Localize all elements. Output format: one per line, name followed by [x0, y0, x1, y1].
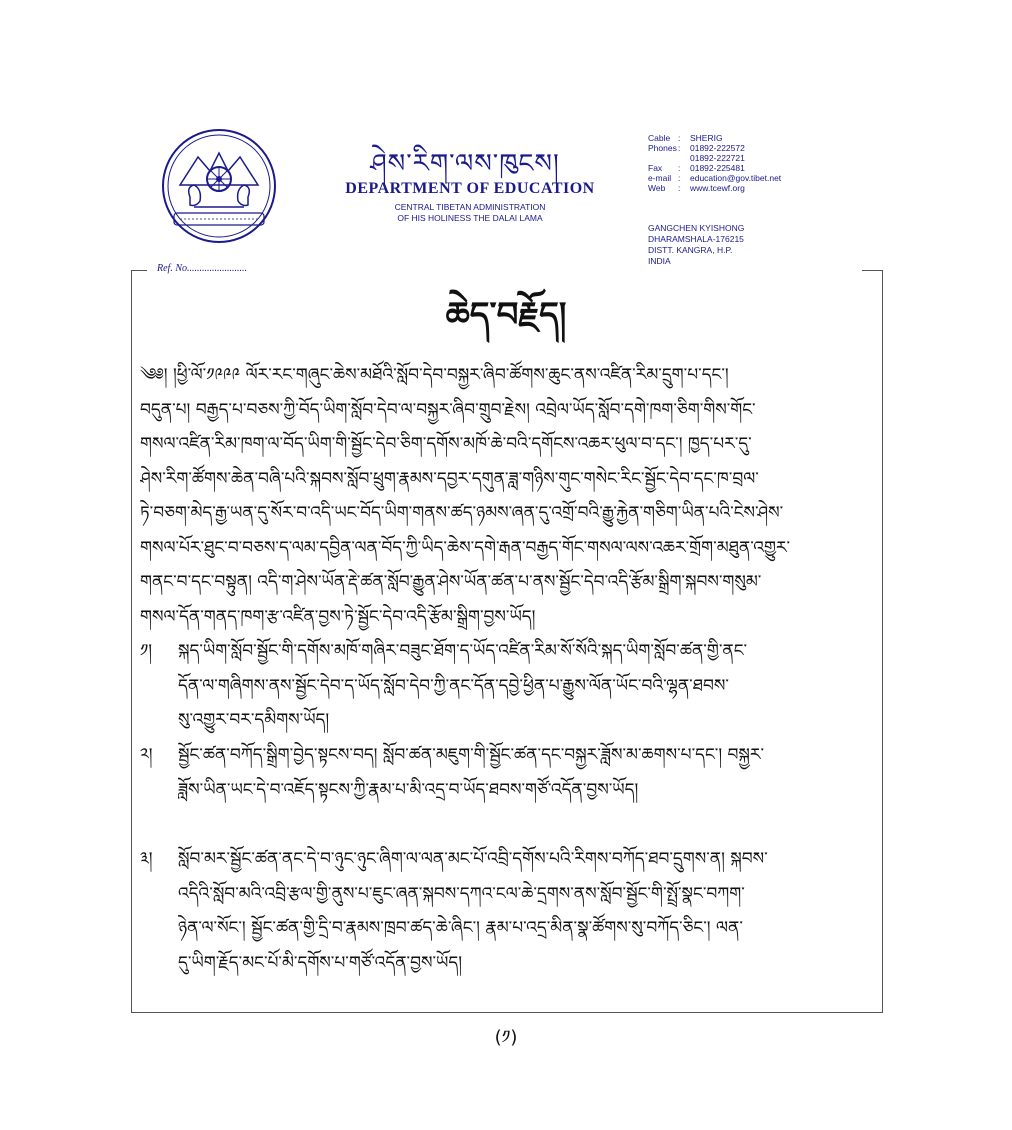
paragraph-line: ཤེས་རིག་ཚོགས་ཆེན་བཞི་པའི་སྐབས་སློབ་ཕྲུག་རྣམས་དབྱར་དགུན་ཟླ་གཉིས་གུང་གསེང་རིང་སྦྱོང་དེབ་དང་ཁ་བྲལ་ — [140, 468, 759, 489]
department-subtitle-2: OF HIS HOLINESS THE DALAI LAMA — [397, 213, 543, 223]
paragraph-line: གསལ་དོན་གནད་ཁག་རྩ་འཛིན་བྱས་ཏེ་སྦྱོང་དེབ་འདི་རྩོམ་སྒྲིག་བྱས་ཡོད། — [140, 606, 536, 627]
contact-label: Phones — [648, 143, 677, 153]
contact-row: Fax : 01892-225481 — [648, 163, 745, 173]
address-line: GANGCHEN KYISHONG — [648, 223, 745, 233]
contact-value: www.tcewf.org — [690, 183, 745, 193]
contact-row — [648, 153, 888, 163]
item-line: ཟློས་ཡིན་ཡང་དེ་བ་འཇོད་སྟངས་ཀྱི་རྣམ་པ་མི་འདྲ་བ་ཡོད་ཐབས་གཙོ་འདོན་བྱས་ཡོད། — [178, 779, 639, 800]
tibetan-department-title: ཤེས་རིག་ལས་ཁུངས། — [370, 149, 560, 179]
department-subtitle-1: CENTRAL TIBETAN ADMINISTRATION — [394, 202, 546, 212]
contact-value: 01892-222572 — [690, 143, 745, 153]
frame-top-right — [862, 270, 882, 271]
contact-value: 01892-222721 — [690, 153, 745, 163]
address-line: INDIA — [648, 256, 671, 266]
item-number: ༣། — [140, 849, 153, 869]
item-line: དོན་ལ་གཞིགས་ནས་སྦྱོང་དེབ་ད་ཡོད་སློབ་དེབ་ཀྱི་ནང་དོན་དབྱེ་ཕྱིན་པ་རྒྱུས་ལོན་ཡོང་བའི་ལྷན་ཐབས་ — [178, 675, 729, 696]
contact-label: e-mail — [648, 173, 672, 183]
item-line: སྦྱོང་ཚན་བཀོད་སྒྲིག་བྱེད་སྟངས་བད། སློབ་ཚན་མཇུག་གི་སྦྱོང་ཚན་དང་བསྐྱར་ཟློས་མ་ཆགས་པ་དང་། བསྐྱར་ — [178, 745, 765, 765]
item-number: ༢། — [140, 745, 153, 765]
paragraph-line: ཏེ་བཅག་མེད་རྒྱ་ཡན་དུ་སོར་བ་འདི་ཡང་བོད་ཡིག་གནས་ཚད་ཉམས་ཞན་དུ་འགྲོ་བའི་རྒྱུ་རྐྱེན་གཅིག་ཡིན་པའི་ངེས་ཤེས་ — [140, 503, 784, 523]
contact-block — [648, 133, 888, 193]
item-line: སློབ་མར་སྦྱོང་ཚན་ནང་དེ་བ་ཉུང་ཉུང་ཞིག་ལ་ལན་མང་པོ་འབྲི་དགོས་པའི་རིགས་བཀོད་ཐབ་དྲུགས་ན། སྐབས་ — [178, 849, 768, 869]
contact-row: Phones : 01892-222572 — [648, 143, 745, 153]
address-line: DISTT. KANGRA, H.P. — [648, 245, 733, 255]
contact-value: education@gov.tibet.net — [690, 173, 782, 183]
address-line: DHARAMSHALA-176215 — [648, 234, 744, 244]
contact-label — [648, 153, 678, 163]
contact-label: Cable — [648, 133, 671, 143]
item-line: དུ་ཡིག་རྗོད་མང་པོ་མི་དགོས་པ་གཙོ་འདོན་བྱས་ཡོད། — [178, 952, 463, 973]
paragraph-line: གསལ་འཛིན་རིམ་ཁག་ལ་བོད་ཡིག་གི་སྦྱོང་དེབ་ཅིག་དགོས་མཁོ་ཆེ་བའི་དགོངས་འཆར་ཕུལ་བ་དང་། ཁྱད་པར་དུ་ — [140, 434, 752, 454]
contact-row: Cable : SHERIG — [648, 133, 723, 143]
contact-label: Fax — [648, 163, 663, 173]
frame-top-left — [131, 270, 147, 271]
item-line: ཉེན་ལ་སོང་། སྦྱོང་ཚན་གྱི་དྲི་བ་རྣམས་ཁྲབ་ཚད་ཆེ་ཞིང་། རྣམ་པ་འདྲ་མིན་སྣ་ཚོགས་སུ་བཀོད་ཅིང་། ལན་ — [178, 918, 743, 938]
paragraph-line: གནང་བ་དང་བསྟུན། འདི་ག་ཤེས་ཡོན་རྡེ་ཚན་སློབ་རྒྱུན་ཤེས་ཡོན་ཚན་པ་ནས་སྦྱོང་དེབ་འདི་རྩོམ་སྒྲིག་སྐབས་གསུམ་ — [140, 572, 762, 592]
reference-number: Ref. No........................ — [157, 263, 247, 274]
contact-row: e-mail : education@gov.tibet.net — [648, 173, 782, 183]
paragraph-line: ༄༅། །ཕྱི་ལོ་༡༩༩༩ ལོར་རང་གཞུང་ཆེས་མཐོའི་སློབ་དེབ་བསྐྱར་ཞིབ་ཚོགས་ཆུང་ནས་འཛིན་རིམ་དྲུག་པ་དང་། — [140, 365, 729, 385]
address-block — [648, 223, 888, 267]
page-number: (༡) — [494, 1027, 518, 1048]
department-name: DEPARTMENT OF EDUCATION — [345, 180, 595, 197]
item-line: འདིའི་སློབ་མའི་འབྲི་རྩལ་གྱི་ནུས་པ་ཇུང་ཞན་སྐབས་དཀའ་ངལ་ཆེ་དྲགས་ནས་སློབ་སྦྱོང་གི་སྤྲོ་སྣང་བཀག་ — [178, 883, 745, 904]
contact-value: 01892-225481 — [690, 163, 745, 173]
paragraph-line: གསལ་པོར་ཐུང་བ་བཅས་ད་ལམ་དབྱིན་ལན་བོད་ཀྱི་ཡིད་ཆེས་དགེ་རྒན་བརྒྱད་གོང་གསལ་ལས་འཆར་གྲོག་མཐུན་འགྱུར་ — [140, 537, 791, 558]
contact-value: SHERIG — [690, 133, 723, 143]
contact-label: Web — [648, 183, 666, 193]
item-number: ༡། — [140, 641, 153, 661]
contact-row: Web : www.tcewf.org — [648, 183, 745, 193]
document-title: ཆེད་བརྗོད། — [445, 295, 567, 335]
paragraph-line: བདུན་པ། བརྒྱད་པ་བཅས་ཀྱི་བོད་ཡིག་སློབ་དེབ་ལ་བསྐྱར་ཞིབ་གྲུབ་རྗེས། འབྲེལ་ཡོད་སློབ་དགེ་ཁག་ཅིག་གིས་གོང་ — [140, 399, 756, 420]
cta-emblem-icon — [160, 127, 278, 245]
item-line: སུ་འགྱུར་བར་དམིགས་ཡོད། — [178, 710, 330, 730]
intro-paragraph — [140, 358, 880, 634]
item-line: སྐད་ཡིག་སློབ་སྦྱོང་གི་དགོས་མཁོ་གཞིར་བཟུང་ཐོག་ད་ཡོད་འཛིན་རིམ་སོ་སོའི་སྐད་ཡིག་སློབ་ཚན་གྱི་ནང་ — [178, 641, 748, 661]
